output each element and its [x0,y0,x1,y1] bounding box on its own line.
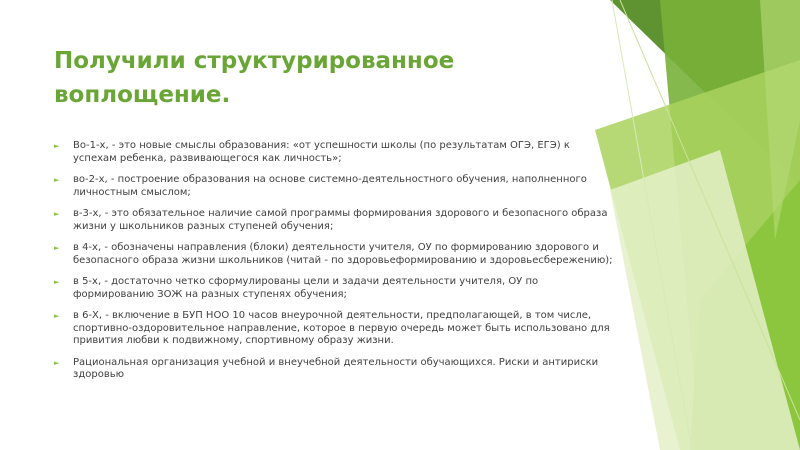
arrowhead-bullet-icon: ► [54,312,60,320]
bullet-text: Рациональная организация учебной и внеучебной деятельности обучающихся. Риски и антириски здоровью [73,356,599,380]
arrowhead-bullet-icon: ► [54,176,60,184]
arrowhead-bullet-icon: ► [54,244,60,252]
bullet-text: в 6-Х, - включение в БУП НОО 10 часов внеурочной деятельности, предполагающей, в том числе, спортивно-оздоровительное направление, которое в первую очередь может быть использовано для привития любви к подвижному, спортивному образу жизни. [73,310,610,346]
bullet-item [54,140,614,165]
slide-title: Получили структурированное воплощение. [54,48,455,108]
arrowhead-bullet-icon: ► [54,358,60,367]
arrowhead-bullet-icon: ► [54,142,60,150]
bullet-item [54,357,614,382]
bullet-text: в-3-х, - это обязательное наличие самой программы формирования здорового и безопасного образа жизни у школьников разных ступеней обучения; [73,208,608,232]
bullet-item [54,310,614,348]
bullet-list [54,140,614,391]
bullet-text: в 5-х, - достаточно четко сформулированы цели и задачи деятельности учителя, ОУ по формированию ЗОЖ на разных ступенях обучения; [73,276,539,300]
arrowhead-bullet-icon: ► [54,278,60,286]
bullet-item [54,276,614,301]
arrowhead-bullet-icon: ► [54,210,60,218]
bullet-text: во-2-х, - построение образования на основе системно-деятельностного обучения, наполненного личностным смыслом; [73,174,587,198]
bullet-text: в 4-х, - обозначены направления (блоки) деятельности учителя, ОУ по формированию здорового и безопасного образа жизни школьников (читай - по здоровьеформированию и здоровьесбережению); [73,242,613,266]
bullet-item [54,208,614,233]
bullet-text: Во-1-х, - это новые смыслы образования: «от успешности школы (по результатам ОГЭ, ЕГЭ) к успехам ребенка, развивающегося как личность»; [73,140,570,164]
bullet-item [54,174,614,199]
bullet-item [54,242,614,267]
